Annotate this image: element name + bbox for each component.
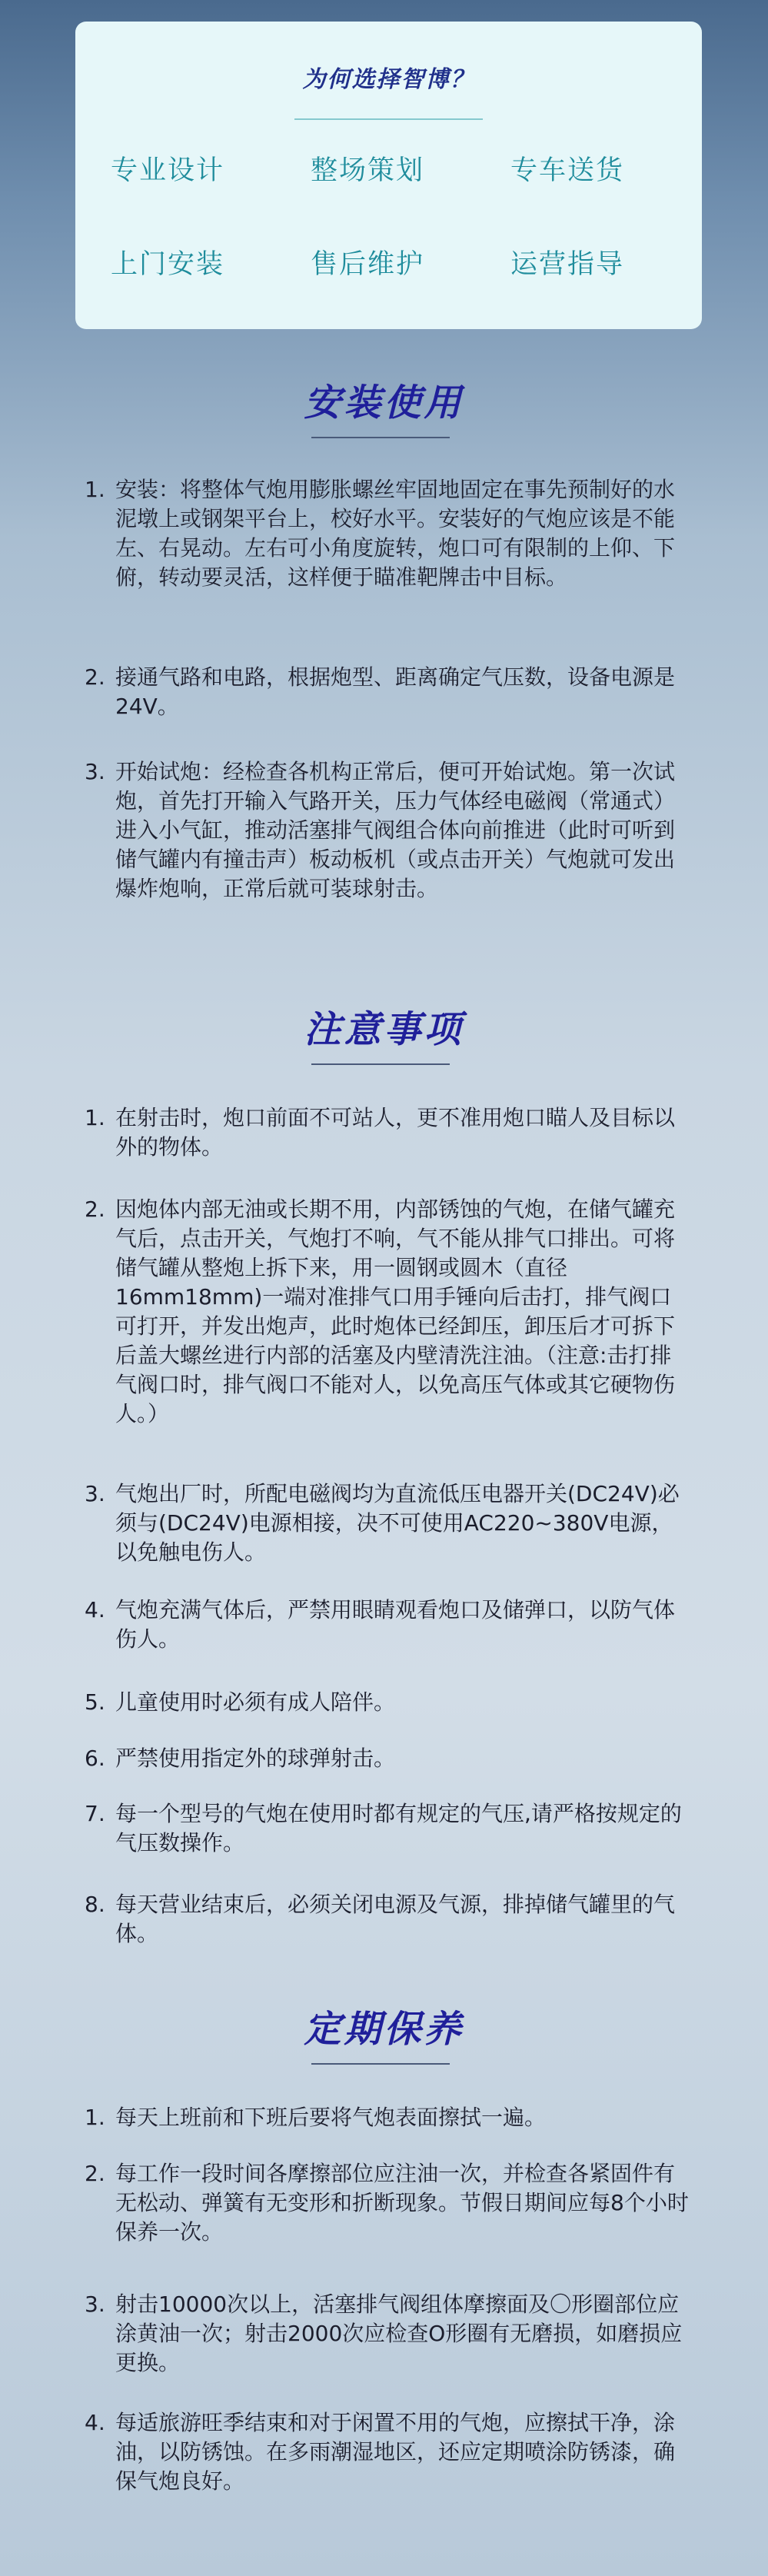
section-divider bbox=[311, 2063, 450, 2065]
list-item bbox=[85, 1688, 692, 1717]
feature-after-sales: 售后维护 bbox=[310, 249, 424, 280]
item-text: 气炮出厂时，所配电磁阀均为直流低压电器开关(DC24V)必须与(DC24V)电源相接，决不可使用AC220~380V电源，以免触电伤人。 bbox=[115, 1481, 680, 1565]
list-item bbox=[85, 1596, 692, 1654]
list-item bbox=[85, 1744, 692, 1773]
feature-professional-design: 专业设计 bbox=[110, 155, 224, 186]
item-text: 在射击时，炮口前面不可站人，更不准用炮口瞄人及目标以外的物体。 bbox=[115, 1105, 676, 1160]
list-item bbox=[85, 1195, 692, 1429]
item-number: 2. bbox=[85, 2161, 105, 2186]
section-title-maintenance: 定期保养 bbox=[304, 2008, 464, 2051]
list-item bbox=[85, 2290, 692, 2378]
feature-operation-guide: 运营指导 bbox=[510, 249, 624, 280]
feature-full-planning: 整场策划 bbox=[310, 155, 424, 186]
list-item bbox=[85, 1799, 692, 1858]
section-title-installation: 安装使用 bbox=[304, 381, 464, 424]
item-number: 1. bbox=[85, 2105, 105, 2130]
item-number: 7. bbox=[85, 1801, 105, 1826]
list-item bbox=[85, 663, 692, 721]
item-text: 气炮充满气体后，严禁用眼睛观看炮口及储弹口，以防气体伤人。 bbox=[115, 1597, 676, 1652]
why-choose-card bbox=[75, 22, 702, 329]
list-item bbox=[85, 1103, 692, 1162]
item-number: 5. bbox=[85, 1689, 105, 1715]
item-number: 4. bbox=[85, 2410, 105, 2435]
section-divider bbox=[311, 1063, 450, 1065]
feature-delivery: 专车送货 bbox=[510, 155, 624, 186]
item-text: 严禁使用指定外的球弹射击。 bbox=[115, 1746, 396, 1771]
list-item bbox=[85, 757, 692, 904]
item-text: 每适旅游旺季结束和对于闲置不用的气炮，应擦拭干净，涂油，以防锈蚀。在多雨潮湿地区，还应定期喷涂防锈漆，确保气炮良好。 bbox=[115, 2410, 676, 2494]
item-text: 每工作一段时间各摩擦部位应注油一次，并检查各紧固件有无松动、弹簧有无变形和折断现象。节假日期间应每8个小时保养一次。 bbox=[115, 2161, 689, 2245]
item-number: 3. bbox=[85, 2291, 105, 2317]
item-number: 2. bbox=[85, 664, 105, 690]
section-title-precautions: 注意事项 bbox=[304, 1008, 464, 1051]
list-item bbox=[85, 475, 692, 592]
item-number: 3. bbox=[85, 1481, 105, 1506]
section-divider bbox=[311, 437, 450, 438]
item-text: 射击10000次以上，活塞排气阀组体摩擦面及〇形圈部位应涂黄油一次；射击2000次应检查O形圈有无磨损，如磨损应更换。 bbox=[115, 2291, 683, 2375]
item-text: 每天上班前和下班后要将气炮表面擦拭一遍。 bbox=[115, 2105, 547, 2130]
list-item bbox=[85, 2159, 692, 2247]
item-number: 6. bbox=[85, 1746, 105, 1771]
item-number: 2. bbox=[85, 1196, 105, 1222]
list-item bbox=[85, 1890, 692, 1949]
item-number: 4. bbox=[85, 1597, 105, 1622]
list-item bbox=[85, 1479, 692, 1567]
card-title: 为何选择智博？ bbox=[302, 66, 475, 93]
item-number: 1. bbox=[85, 1105, 105, 1130]
feature-installation: 上门安装 bbox=[110, 249, 224, 280]
item-text: 接通气路和电路，根据炮型、距离确定气压数，设备电源是24V。 bbox=[115, 664, 676, 719]
list-item bbox=[85, 2103, 692, 2132]
item-text: 开始试炮：经检查各机构正常后，便可开始试炮。第一次试炮，首先打开输入气路开关，压力气体经电磁阀（常通式）进入小气缸，推动活塞排气阀组合体向前推进（此时可听到储气罐内有撞击声）板动板机（或点击开关）气炮就可发出爆炸炮响，正常后就可装球射击。 bbox=[115, 759, 676, 901]
item-number: 1. bbox=[85, 477, 105, 502]
item-text: 儿童使用时必须有成人陪伴。 bbox=[115, 1689, 396, 1715]
item-text: 因炮体内部无油或长期不用，内部锈蚀的气炮，在储气罐充气后，点击开关，气炮打不响，气不能从排气口排出。可将储气罐从整炮上拆下来，用一圆钢或圆木（直径16mm18mm)一端对准排气口用手锤向后击打，排气阀口可打开，并发出炮声，此时炮体已经卸压，卸压后才可拆下后盖大螺丝进行内部的活塞及内壁清洗注油。（注意:击打排气阀口时，排气阀口不能对人，以免高压气体或其它硬物伤人。） bbox=[115, 1196, 676, 1426]
list-item bbox=[85, 2408, 692, 2496]
item-text: 每一个型号的气炮在使用时都有规定的气压,请严格按规定的气压数操作。 bbox=[115, 1801, 682, 1855]
item-number: 8. bbox=[85, 1892, 105, 1917]
item-text: 每天营业结束后，必须关闭电源及气源，排掉储气罐里的气体。 bbox=[115, 1892, 676, 1946]
item-number: 3. bbox=[85, 759, 105, 784]
card-divider bbox=[294, 118, 483, 120]
item-text: 安装：将整体气炮用膨胀螺丝牢固地固定在事先预制好的水泥墩上或钢架平台上，校好水平。安装好的气炮应该是不能左、右晃动。左右可小角度旋转，炮口可有限制的上仰、下俯，转动要灵活，这样便于瞄准靶牌击中目标。 bbox=[115, 477, 676, 590]
